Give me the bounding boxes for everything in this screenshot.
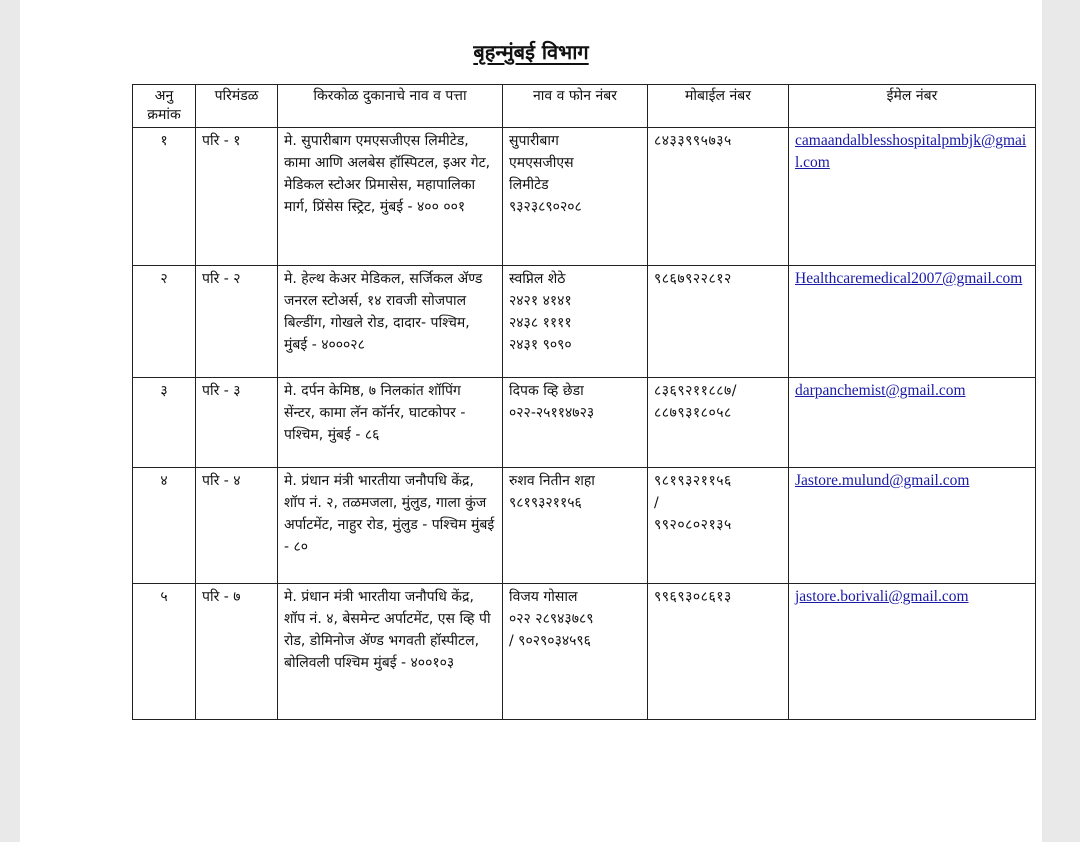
contact-line: ०२२ २८९४३७८९ [509, 611, 594, 627]
contact-line: सुपारीबाग [509, 133, 559, 149]
header-parimandal: परिमंडळ [196, 85, 278, 128]
cell-contact [503, 128, 648, 266]
cell-sr: ५ [133, 584, 196, 720]
cell-shop: मे. प्रंधान मंत्री भारतीया जनौपधि केंद्र, शॉप नं. ४, बेसमेन्ट अर्पाटमेंट, एस व्हि पी रोड, डोमिनोज ॲण्ड भगवती हॉस्पीटल, बोलिवली पश्चिम मुंबई - ४००१०३ [278, 584, 503, 720]
contact-line: २४३१ ९०९० [509, 337, 572, 353]
email-link[interactable]: Healthcaremedical2007@gmail.com [795, 270, 1023, 287]
email-link[interactable]: darpanchemist@gmail.com [795, 382, 966, 399]
cell-shop: मे. सुपारीबाग एमएसजीएस लिमीटेड, कामा आणि अलबेस हॉस्पिटल, इअर गेट, मेडिकल स्टोअर प्रिमासेस, महापालिका मार्ग, प्रिंसेस स्ट्रिट, मुंबई - ४०० ००१ [278, 128, 503, 266]
cell-shop: मे. दर्पन केमिष्ठ, ७ निलकांत शॉपिंग सेंन्टर, कामा लॅन कॉर्नर, घाटकोपर - पश्चिम, मुंबई - ८६ [278, 378, 503, 468]
contact-line: रुशव नितीन शहा [509, 473, 595, 489]
cell-parimandal: परि - १ [196, 128, 278, 266]
cell-shop: मे. प्रंधान मंत्री भारतीया जनौपधि केंद्र, शॉप नं. २, तळमजला, मुंलुड, गाला कुंज अर्पाटमेंट, नाहुर रोड, मुंलुड - पश्चिम मुंबई - ८० [278, 468, 503, 584]
contact-line: दिपक व्हि छेडा [509, 383, 584, 399]
mobile-line: ९९२०८०२१३५ [654, 517, 732, 533]
cell-sr: १ [133, 128, 196, 266]
cell-email [789, 378, 1036, 468]
mobile-line: ९८६७९२२८१२ [654, 271, 732, 287]
table-row [133, 128, 1036, 266]
table-row [133, 468, 1036, 584]
document-page [20, 0, 1042, 842]
contact-line: विजय गोसाल [509, 589, 578, 605]
cell-sr: २ [133, 266, 196, 378]
table-row [133, 378, 1036, 468]
mobile-line: / [654, 495, 660, 511]
contact-line: २४३८ ११११ [509, 315, 572, 331]
cell-parimandal: परि - ३ [196, 378, 278, 468]
contact-line: ९८१९३२११५६ [509, 495, 582, 511]
cell-shop: मे. हेल्थ केअर मेडिकल, सर्जिकल ॲण्ड जनरल स्टोअर्स, १४ रावजी सोजपाल बिल्डींग, गोखले रोड, दादार- पश्चिम, मुंबई - ४०००२८ [278, 266, 503, 378]
page-title: बृहन्मुंबई विभाग [473, 40, 589, 64]
table-header-row [133, 85, 1036, 128]
cell-mobile [648, 584, 789, 720]
header-mobile: मोबाईल नंबर [648, 85, 789, 128]
contact-line: स्वप्निल शेठे [509, 271, 566, 287]
cell-parimandal: परि - ७ [196, 584, 278, 720]
email-link[interactable]: camaandalblesshospitalpmbjk@gmail.com [795, 132, 1027, 171]
cell-mobile [648, 266, 789, 378]
contact-line: ९३२३८९०२०८ [509, 199, 582, 215]
contact-line: / ९०२९०३४५९६ [509, 633, 591, 649]
mobile-line: ८८७९३१८०५८ [654, 405, 732, 421]
shops-table [132, 84, 1036, 720]
contact-line: लिमीटेड [509, 177, 549, 193]
cell-contact [503, 468, 648, 584]
table-row [133, 266, 1036, 378]
cell-contact [503, 584, 648, 720]
header-email: ईमेल नंबर [789, 85, 1036, 128]
header-contact: नाव व फोन नंबर [503, 85, 648, 128]
email-link[interactable]: jastore.borivali@gmail.com [795, 588, 969, 605]
mobile-line: ८४३३९९५७३५ [654, 133, 732, 149]
cell-contact [503, 378, 648, 468]
contact-line: ०२२-२५११४७२३ [509, 405, 595, 421]
cell-email [789, 128, 1036, 266]
cell-contact [503, 266, 648, 378]
cell-email [789, 584, 1036, 720]
mobile-line: ९९६९३०८६१३ [654, 589, 732, 605]
header-sr: अनु क्रमांक [133, 85, 196, 128]
header-shop: किरकोळ दुकानाचे नाव व पत्ता [278, 85, 503, 128]
mobile-line: ८३६९२११८८७/ [654, 383, 738, 399]
cell-sr: ४ [133, 468, 196, 584]
cell-parimandal: परि - २ [196, 266, 278, 378]
contact-line: एमएसजीएस [509, 155, 574, 171]
table-row [133, 584, 1036, 720]
cell-mobile [648, 468, 789, 584]
cell-email [789, 266, 1036, 378]
mobile-line: ९८१९३२११५६ [654, 473, 732, 489]
email-link[interactable]: Jastore.mulund@gmail.com [795, 472, 970, 489]
cell-sr: ३ [133, 378, 196, 468]
cell-email [789, 468, 1036, 584]
cell-mobile [648, 128, 789, 266]
contact-line: २४२१ ४१४१ [509, 293, 572, 309]
cell-mobile [648, 378, 789, 468]
cell-parimandal: परि - ४ [196, 468, 278, 584]
